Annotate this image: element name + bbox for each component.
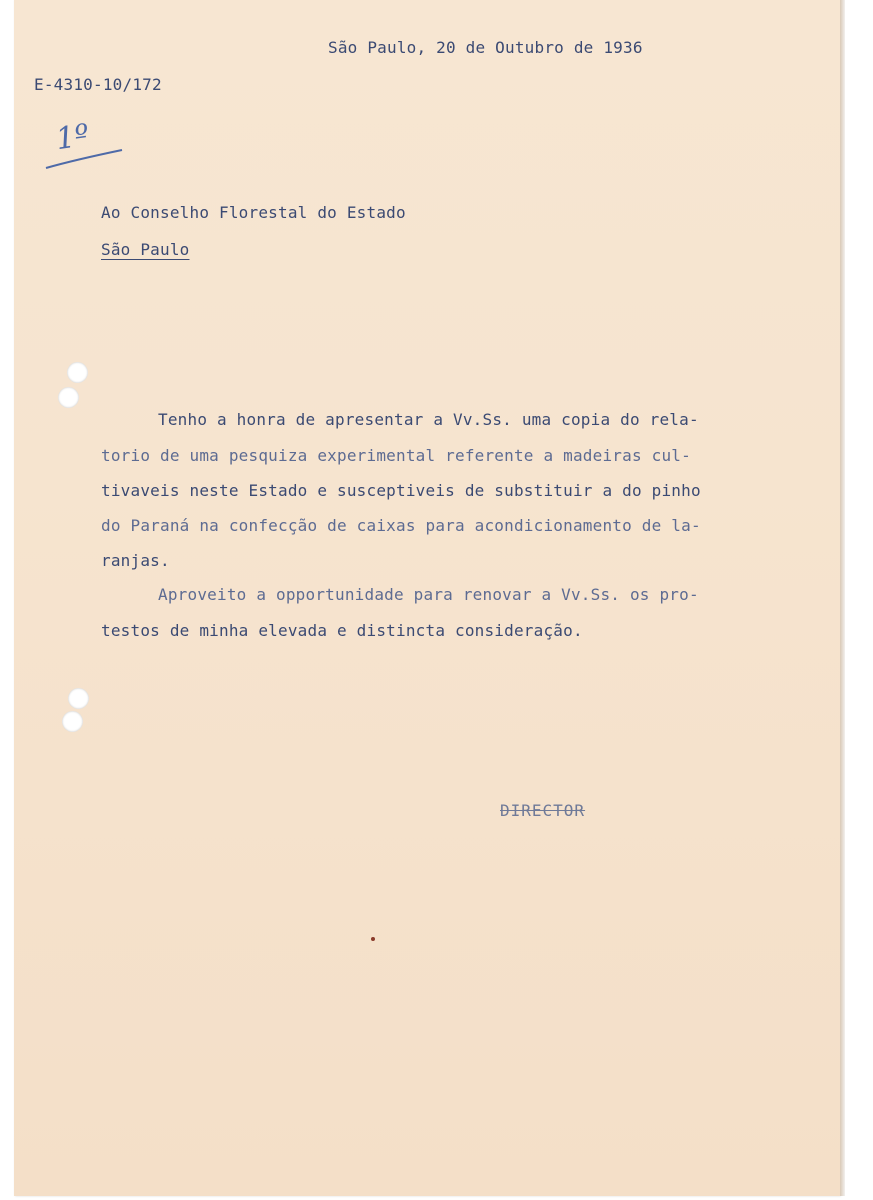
body-line: do Paraná na confecção de caixas para acondicionamento de la- (101, 516, 701, 535)
paper-speck (371, 937, 375, 941)
handwritten-mark: 1º (53, 117, 92, 158)
body-line: torio de uma pesquiza experimental referente a madeiras cul- (101, 446, 691, 465)
body-line: Aproveito a opportunidade para renovar a Vv.Ss. os pro- (158, 585, 699, 604)
punch-hole (68, 688, 89, 709)
body-line: Tenho a honra de apresentar a Vv.Ss. uma copia do rela- (158, 410, 699, 429)
punch-hole (62, 711, 83, 732)
paper-edge (840, 0, 845, 1196)
signature-title: DIRECTOR (500, 801, 586, 820)
body-line: ranjas. (101, 551, 170, 570)
body-line: tivaveis neste Estado e susceptiveis de substituir a do pinho (101, 481, 701, 500)
reference-number: E-4310-10/172 (34, 75, 162, 94)
date-line: São Paulo, 20 de Outubro de 1936 (328, 38, 643, 57)
punch-hole (67, 362, 88, 383)
punch-hole (58, 387, 79, 408)
addressee-line: Ao Conselho Florestal do Estado (101, 203, 406, 222)
handwritten-stroke (44, 146, 124, 172)
body-line: testos de minha elevada e distincta consideração. (101, 621, 583, 640)
addressee-city: São Paulo (101, 240, 190, 259)
